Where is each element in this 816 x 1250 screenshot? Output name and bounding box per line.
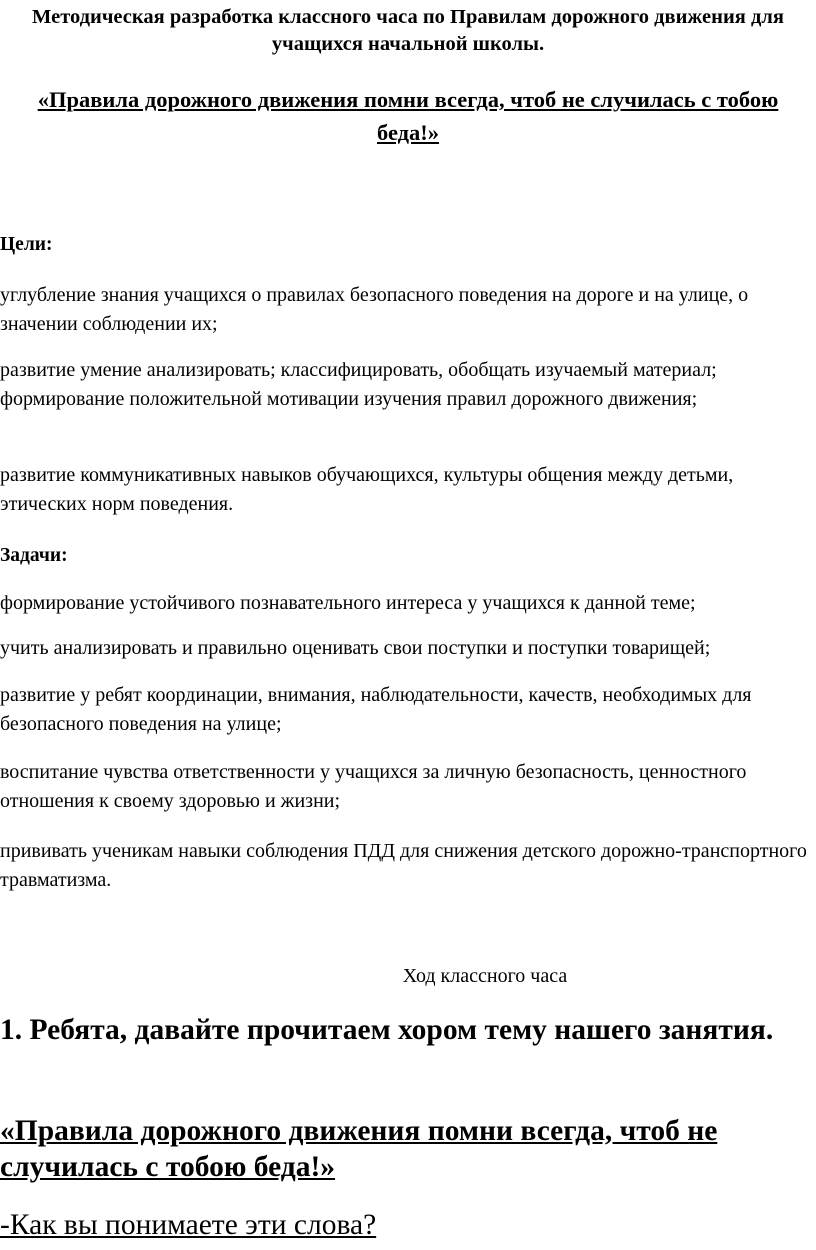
question-text: -Как вы понимаете эти слова? (0, 1209, 377, 1241)
task-item: формирование устойчивого познавательного интереса у учащихся к данной теме; (0, 592, 696, 614)
task-item: воспитание чувства ответственности у учащихся за личную безопасность, ценностного отношения к своему здоровью и жизни; (0, 761, 747, 812)
goal-item: развитие коммуникативных навыков обучающихся, культуры общения между детьми, этических норм поведения. (0, 464, 734, 515)
document-title: Методическая разработка классного часа по Правилам дорожного движения для учащихся начальной школы. (32, 6, 784, 55)
lesson-motto: «Правила дорожного движения помни всегда, чтоб не случилась с тобою беда!» (37, 87, 779, 145)
task-item: учить анализировать и правильно оценивать свои поступки и поступки товарищей; (0, 637, 711, 659)
goal-item: развитие умение анализировать; классифицировать, обобщать изучаемый материал; формирование положительной мотивации изучения правил дорожного движения; (0, 359, 717, 410)
task-item: развитие у ребят координации, внимания, наблюдательности, качеств, необходимых для безопасного поведения на улице; (0, 684, 752, 735)
step-1-motto: «Правила дорожного движения помни всегда, чтоб не случилась с тобою беда!» (0, 1115, 718, 1183)
tasks-heading: Задачи: (0, 545, 68, 566)
goal-item: углубление знания учащихся о правилах безопасного поведения на дороге и на улице, о значении соблюдении их; (0, 284, 749, 335)
step-1-text: 1. Ребята, давайте прочитаем хором тему нашего занятия. (0, 1014, 774, 1046)
lesson-progress-label: Ход классного часа (402, 965, 568, 987)
task-item: прививать ученикам навыки соблюдения ПДД для снижения детского дорожно-транспортного травматизма. (0, 840, 807, 891)
goals-heading: Цели: (0, 234, 53, 255)
